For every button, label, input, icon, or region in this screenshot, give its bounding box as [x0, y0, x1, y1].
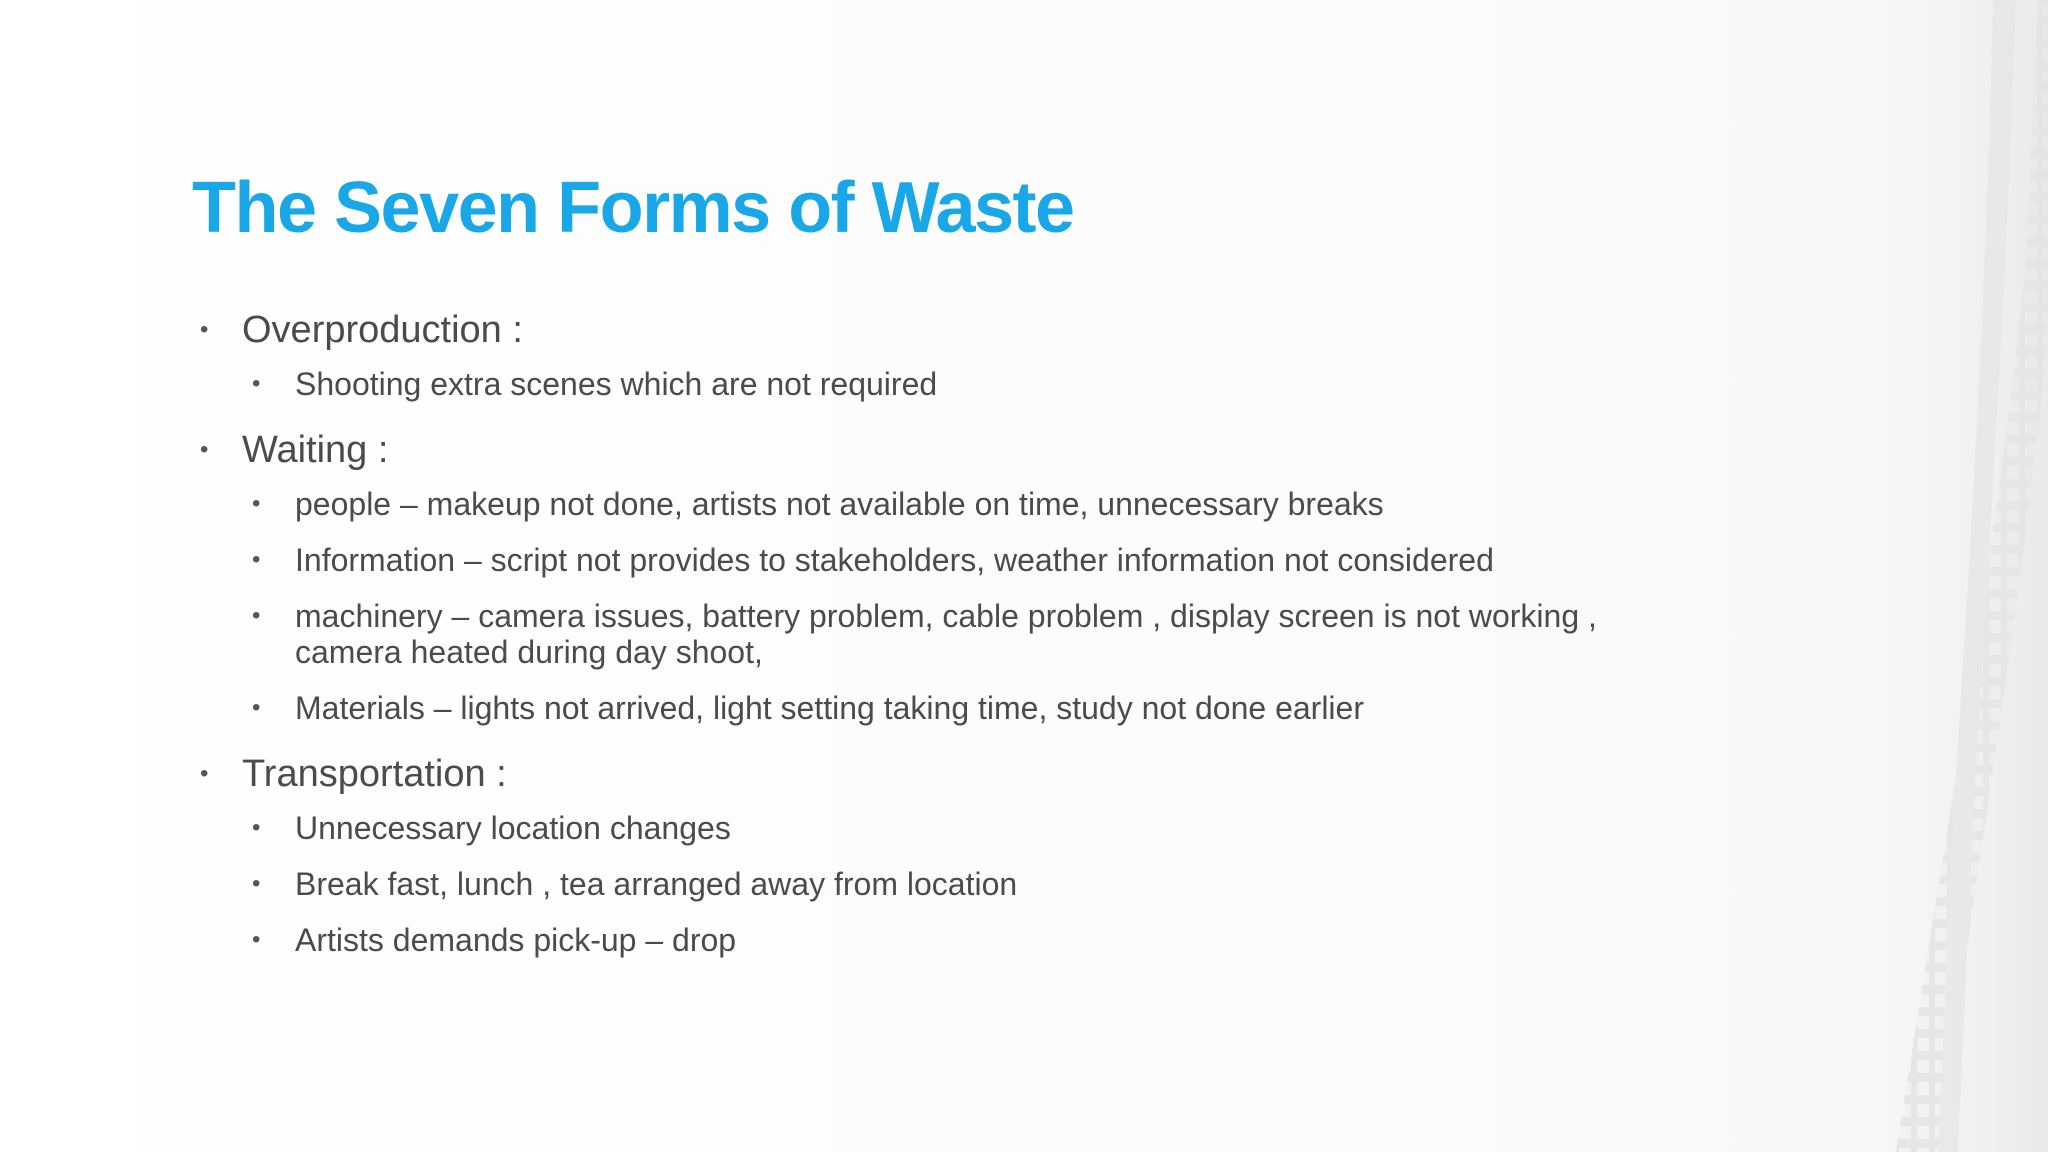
sub-item-text: Materials – lights not arrived, light setting taking time, study not done earlier [295, 690, 1364, 726]
bullet-icon: • [252, 694, 261, 721]
section-transportation [198, 750, 1698, 958]
film-strip-decoration [1788, 0, 2048, 1152]
list-item [198, 750, 1698, 798]
section-heading: Overproduction : [242, 309, 523, 351]
section-heading: Waiting : [242, 429, 389, 471]
list-item [198, 426, 1698, 474]
list-item [198, 306, 1698, 354]
sub-item-text: Break fast, lunch , tea arranged away from location [295, 866, 1018, 902]
list-item [198, 598, 1698, 670]
bullet-icon: • [252, 370, 261, 397]
bullet-list [198, 306, 1698, 982]
list-item [198, 922, 1698, 958]
bullet-icon: • [252, 546, 261, 573]
bullet-icon: • [252, 870, 261, 897]
sub-item-text: machinery – camera issues, battery problem, cable problem , display screen is not working , camera heated during day shoot, [295, 598, 1597, 670]
bullet-icon: • [252, 926, 261, 953]
sub-item-text: people – makeup not done, artists not available on time, unnecessary breaks [295, 486, 1384, 522]
sub-item-text: Artists demands pick-up – drop [295, 922, 737, 958]
bullet-icon: • [200, 436, 209, 463]
section-waiting [198, 426, 1698, 726]
bullet-icon: • [252, 602, 261, 629]
bullet-icon: • [200, 760, 209, 787]
list-item [198, 866, 1698, 902]
bullet-icon: • [200, 316, 209, 343]
list-item [198, 366, 1698, 402]
sub-item-text: Information – script not provides to stakeholders, weather information not considered [295, 542, 1494, 578]
list-item [198, 486, 1698, 522]
sub-item-text: Unnecessary location changes [295, 810, 731, 846]
bullet-icon: • [252, 490, 261, 517]
section-overproduction [198, 306, 1698, 402]
section-heading: Transportation : [242, 753, 507, 795]
sub-item-text: Shooting extra scenes which are not required [295, 366, 938, 402]
bullet-icon: • [252, 814, 261, 841]
list-item [198, 690, 1698, 726]
list-item [198, 810, 1698, 846]
list-item [198, 542, 1698, 578]
slide-title: The Seven Forms of Waste [192, 168, 1074, 248]
